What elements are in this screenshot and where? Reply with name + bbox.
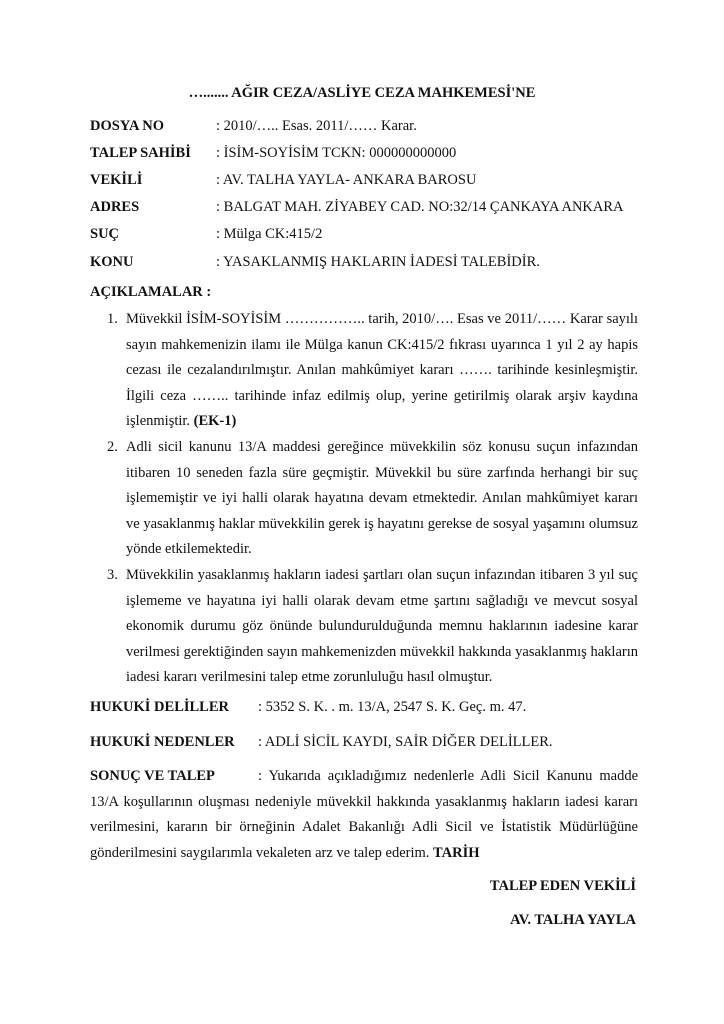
item-text: Adli sicil kanunu 13/A maddesi gereğince müvekkilin söz konusu suçun infazından itibaren 10 seneden fazla süre geçmiştir. Müvekkil bu süre zarfında herhangi bir suç işlememiştir ve iyi halli olarak hayatına devam etmektedir. Anılan mahkûmiyet kararı ve yasaklanmış haklar müvekkilin gerek iş hayatını gerekse de sosyal yaşamını olumsuz yönde etkilemektedir.: [126, 438, 638, 558]
item-number: 1.: [107, 311, 118, 327]
list-item: [90, 563, 638, 691]
field-label: VEKİLİ: [90, 172, 143, 188]
field-value: : YASAKLANMIŞ HAKLARIN İADESİ TALEBİDİR.: [216, 254, 540, 270]
field-label: ADRES: [90, 199, 140, 215]
item-text: Müvekkil İSİM-SOYİSİM …………….. tarih, 2010/…. Esas ve 2011/…… Karar sayılı sayın mahkemenizin ilamı ile Mülga kanun CK:415/2 fıkrası uyarınca 1 yıl 2 ay hapis cezası ile cezalandırılmıştır. Anılan mahkûmiyet kararı ……. tarihinde kesinleşmiştir. İlgili ceza …….. tarihinde infaz edilmiş olup, yerine getirilmiş olarak arşiv kaydına işlenmiştir.: [126, 311, 638, 430]
item-number: 2.: [107, 438, 118, 455]
sonuc-ve-talep: [90, 764, 638, 866]
hukuki-deliller-value: : 5352 S. K. . m. 13/A, 2547 S. K. Geç. m. 47.: [258, 699, 527, 715]
field-konu: [90, 254, 540, 271]
explanation-list: [90, 307, 638, 691]
court-title: …....... AĞIR CEZA/ASLİYE CEZA MAHKEMESİ'NE: [188, 85, 536, 101]
signature-name: AV. TALHA YAYLA: [510, 912, 636, 928]
sonuc-label: SONUÇ VE TALEP: [90, 768, 215, 784]
field-value: : AV. TALHA YAYLA- ANKARA BAROSU: [216, 172, 477, 188]
field-value: : 2010/….. Esas. 2011/…… Karar.: [216, 118, 417, 134]
field-dosya-no: [90, 118, 417, 135]
field-vekili: [90, 172, 476, 189]
field-label: DOSYA NO: [90, 118, 165, 134]
list-item: [90, 307, 638, 435]
field-adres: [90, 199, 624, 216]
hukuki-nedenler-value: : ADLİ SİCİL KAYDI, SAİR DİĞER DELİLLER.: [258, 734, 553, 750]
hukuki-nedenler: [90, 734, 553, 751]
field-talep-sahibi: [90, 145, 456, 162]
aciklamalar-heading: AÇIKLAMALAR :: [90, 284, 212, 300]
hukuki-nedenler-label: HUKUKİ NEDENLER: [90, 734, 235, 750]
field-value: : BALGAT MAH. ZİYABEY CAD. NO:32/14 ÇANKAYA ANKARA: [216, 199, 624, 215]
list-item: [90, 435, 638, 563]
item-text: Müvekkilin yasaklanmış hakların iadesi şartları olan suçun infazından itibaren 3 yıl suç işlememe ve hayatına iyi halli olarak devam etme şartını sağladığı ve mevcut sosyal ekonomik durumu göz önünde bulundurulduğunda memnu haklarının iadesine karar verilmesi gerektiğinden sayın mahkemenizden müvekkil hakkında yasaklanmış hakların iadesi kararı verilmesini talep etme zorunluluğu hasıl olmuştur.: [126, 566, 638, 686]
field-label: TALEP SAHİBİ: [90, 145, 191, 161]
field-label: KONU: [90, 254, 134, 270]
item-number: 3.: [107, 566, 118, 583]
hukuki-deliller: [90, 699, 526, 716]
field-value: : İSİM-SOYİSİM TCKN: 000000000000: [216, 145, 457, 161]
field-label: SUÇ: [90, 226, 120, 242]
signature-title: TALEP EDEN VEKİLİ: [489, 878, 636, 894]
item-annex: (EK-1): [193, 413, 237, 430]
sonuc-text: : Yukarıda açıkladığımız nedenlerle Adli Sicil Kanunu madde 13/A koşullarının oluşması nedeniyle müvekkil hakkında yasaklanmış hakların iadesi kararı verilmesini, kararın bir örneğinin Adalet Bakanlığı Adli Sicil ve İstatistik Müdürlüğüne gönderilmesini saygılarımla vekaleten arz ve talep ederim.: [90, 768, 638, 861]
field-value: : Mülga CK:415/2: [216, 226, 323, 242]
hukuki-deliller-label: HUKUKİ DELİLLER: [90, 699, 229, 715]
field-suc: [90, 226, 322, 243]
sonuc-tarih: TARİH: [433, 844, 480, 861]
